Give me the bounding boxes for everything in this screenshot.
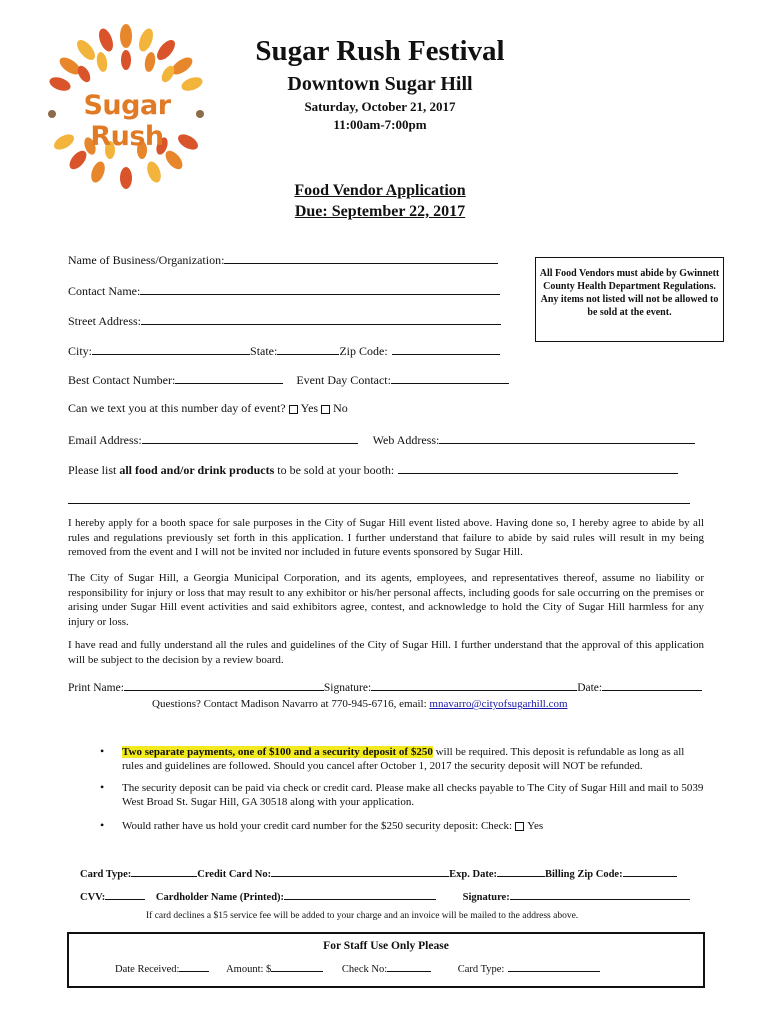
logo-text: Sugar Rush — [83, 90, 171, 152]
cvv-label: CVV: — [80, 892, 106, 903]
cardholder-field[interactable] — [284, 887, 436, 900]
festival-time: 11:00am-7:00pm — [333, 117, 427, 132]
festival-title: Sugar Rush Festival — [255, 35, 505, 67]
no-checkbox[interactable] — [321, 405, 330, 414]
check-no-field[interactable] — [387, 959, 431, 972]
hold-card-yes: Yes — [527, 820, 544, 832]
contact-email-link[interactable]: mnavarro@cityofsugarhill.com — [429, 698, 568, 710]
card-signature-field[interactable] — [510, 887, 690, 900]
web-field[interactable] — [439, 431, 695, 444]
date-received-label: Date Received: — [115, 964, 180, 975]
signature-field[interactable] — [371, 678, 577, 691]
street-address-field[interactable] — [141, 312, 501, 325]
bullet-dot-3: • — [100, 818, 105, 832]
products-row — [68, 461, 678, 478]
event-contact-field[interactable] — [391, 371, 509, 384]
hold-card-bullet — [122, 820, 704, 834]
best-number-label: Best Contact Number: — [68, 373, 176, 387]
business-name-label: Name of Business/Organization: — [68, 253, 225, 267]
rules-paragraph: I have read and fully understand all the rules and guidelines of the City of Sugar Hill. I further understand that the approval of this application will be subject to the decision by a review board. — [68, 639, 704, 666]
print-name-field[interactable] — [124, 678, 324, 691]
card-type-label: Card Type: — [80, 869, 132, 880]
products-label-pre: Please list — [68, 463, 120, 477]
billing-zip-label: Billing Zip Code: — [544, 869, 623, 880]
contact-name-row — [68, 282, 500, 299]
date-received-field[interactable] — [179, 959, 209, 972]
street-address-row — [68, 312, 501, 329]
hold-card-text: Would rather have us hold your credit card number for the $250 security deposit: Check: — [122, 820, 513, 832]
card-number-field[interactable] — [271, 864, 449, 877]
decline-fee-note: If card declines a $15 service fee will be added to your charge and an invoice will be mailed to the address above. — [146, 911, 579, 921]
card-row-1 — [80, 864, 677, 880]
cvv-field[interactable] — [105, 887, 145, 900]
email-label: Email Address: — [68, 433, 142, 447]
business-name-field[interactable] — [224, 251, 498, 264]
zip-field[interactable] — [392, 342, 500, 355]
yes-checkbox[interactable] — [289, 405, 298, 414]
state-label: State: — [250, 344, 278, 358]
products-field[interactable] — [398, 461, 678, 474]
bullet-dot-2: • — [100, 780, 105, 794]
contact-number-row — [68, 371, 509, 388]
state-field[interactable] — [277, 342, 339, 355]
amount-field[interactable] — [271, 959, 323, 972]
billing-zip-field[interactable] — [623, 864, 677, 877]
bullet-dot-1: • — [100, 744, 105, 758]
questions-contact — [152, 698, 568, 710]
due-date: Due: September 22, 2017 — [294, 203, 466, 220]
exp-date-label: Exp. Date: — [449, 869, 497, 880]
signature-row — [68, 678, 702, 694]
health-regulations-note: All Food Vendors must abide by Gwinnett County Health Department Regulations. Any items not listed will not be allowed to be sold at the event. — [535, 257, 724, 342]
text-question-label: Can we text you at this number day of event? — [68, 401, 286, 415]
date-label: Date: — [577, 682, 603, 694]
yes-label: Yes — [300, 401, 319, 415]
web-label: Web Address: — [372, 433, 440, 447]
business-name-row — [68, 251, 498, 268]
cardholder-label: Cardholder Name (Printed): — [155, 892, 285, 903]
date-field[interactable] — [602, 678, 702, 691]
festival-location: Downtown Sugar Hill — [287, 73, 473, 95]
city-field[interactable] — [92, 342, 250, 355]
deposit-bullet: The security deposit can be paid via check or credit card. Please make all checks payable to The City of Sugar Hill and mail to 5039 West Broad St. Sugar Hill, GA 30518 along with your application. — [122, 782, 704, 808]
print-name-label: Print Name: — [68, 682, 124, 694]
no-label: No — [333, 401, 348, 415]
staff-card-type-label: Card Type: — [457, 964, 505, 975]
email-field[interactable] — [142, 431, 358, 444]
payment-highlight: Two separate payments, one of $100 and a security deposit of $250 — [122, 746, 433, 758]
payment-bullet — [122, 746, 704, 773]
festival-date: Saturday, October 21, 2017 — [304, 99, 456, 114]
staff-use-box — [67, 932, 705, 988]
payment-rest: will be required. This deposit is refundable as long as all rules and guidelines are followed. Should you cancel after October 1, 2017 the security deposit will NOT be refunded. — [122, 746, 685, 772]
street-address-label: Street Address: — [68, 314, 141, 328]
products-field-line-2[interactable] — [68, 503, 690, 504]
best-number-field[interactable] — [175, 371, 283, 384]
card-signature-label: Signature: — [462, 892, 510, 903]
products-label-bold: all food and/or drink products — [119, 463, 275, 477]
signature-label: Signature: — [323, 682, 372, 694]
liability-paragraph: The City of Sugar Hill, a Georgia Municipal Corporation, and its agents, employees, and representatives thereof, assume no liability or responsibility for injury or loss that may result to any exhibitor or his/her personal affects, including goods for sale occurring on the premises or arising under Sugar Hill event activities and said exhibitors agree, contest, and acknowledge to hold the City of Sugar Hill harmless for any injury or loss. — [68, 572, 704, 628]
questions-text: Questions? Contact Madison Navarro at 770-945-6716, email: — [152, 698, 430, 710]
sugar-rush-logo — [40, 22, 212, 190]
amount-label: Amount: $ — [226, 964, 272, 975]
application-title: Food Vendor Application — [294, 182, 466, 199]
card-type-field[interactable] — [131, 864, 197, 877]
city-state-zip-row — [68, 342, 500, 359]
hold-card-checkbox[interactable] — [515, 822, 524, 831]
check-no-label: Check No: — [341, 964, 388, 975]
city-label: City: — [68, 344, 93, 358]
contact-name-label: Contact Name: — [68, 284, 141, 298]
contact-name-field[interactable] — [140, 282, 500, 295]
event-contact-label: Event Day Contact: — [296, 373, 391, 387]
products-label-post: to be sold at your booth: — [274, 463, 395, 477]
card-number-label: Credit Card No: — [197, 869, 272, 880]
text-question-row — [68, 401, 348, 416]
exp-date-field[interactable] — [497, 864, 545, 877]
staff-card-type-field[interactable] — [508, 959, 600, 972]
staff-fields-row — [115, 959, 703, 975]
card-row-2 — [80, 887, 690, 903]
email-web-row — [68, 431, 695, 448]
staff-title: For Staff Use Only Please — [323, 940, 449, 952]
zip-label: Zip Code: — [339, 344, 388, 358]
agreement-paragraph: I hereby apply for a booth space for sale purposes in the City of Sugar Hill event listed above. Having done so, I hereby agree to abide by all rules and regulations previously set forth in this application. I further understand that failure to abide by said rules will result in my being removed from the event and I will not be invited nor included in future events sponsored by Sugar Hill. — [68, 517, 704, 558]
